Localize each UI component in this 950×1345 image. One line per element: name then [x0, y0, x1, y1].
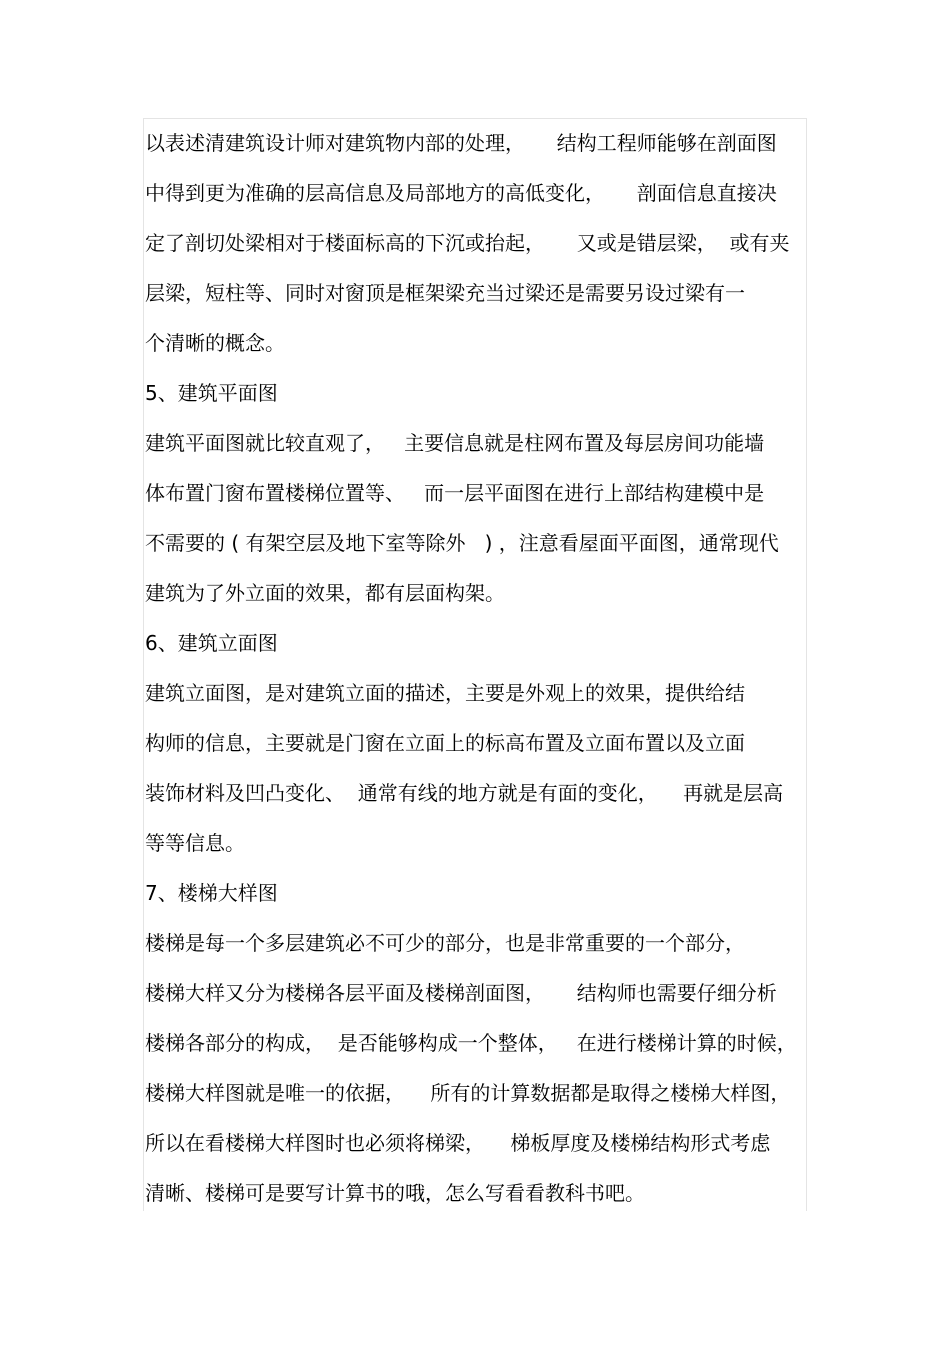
- text-line: 5、建筑平面图: [145, 381, 278, 405]
- text-line: 楼梯大样又分为楼梯各层平面及楼梯剖面图， 结构师也需要仔细分析: [145, 981, 777, 1005]
- text-line: 定了剖切处梁相对于楼面标高的下沉或抬起， 又或是错层梁， 或有夹: [145, 231, 790, 255]
- text-line: 清晰、楼梯可是要写计算书的哦，怎么写看看教科书吧。: [145, 1181, 645, 1205]
- text-line: 6、建筑立面图: [145, 631, 278, 655]
- text-line: 建筑平面图就比较直观了， 主要信息就是柱网布置及每层房间功能墙: [145, 431, 765, 455]
- text-line: 不需要的 ( 有架空层及地下室等除外 ) ，注意看屋面平面图，通常现代: [145, 531, 779, 555]
- document-body: [145, 118, 807, 1218]
- text-line: 装饰材料及凹凸变化、 通常有线的地方就是有面的变化， 再就是层高: [145, 781, 784, 805]
- text-line: 7、楼梯大样图: [145, 881, 278, 905]
- text-line: 楼梯是每一个多层建筑必不可少的部分，也是非常重要的一个部分，: [145, 931, 745, 955]
- text-line: 体布置门窗布置楼梯位置等、 而一层平面图在进行上部结构建模中是: [145, 481, 765, 505]
- text-line: 楼梯大样图就是唯一的依据， 所有的计算数据都是取得之楼梯大样图，: [145, 1081, 791, 1105]
- text-line: 中得到更为准确的层高信息及局部地方的高低变化， 剖面信息直接决: [145, 181, 777, 205]
- text-line: 建筑为了外立面的效果，都有层面构架。: [145, 581, 505, 605]
- text-line: 等等信息。: [145, 831, 245, 855]
- text-line: 层梁，短柱等、同时对窗顶是框架梁充当过梁还是需要另设过梁有一: [145, 281, 745, 305]
- text-line: 个清晰的概念。: [145, 331, 285, 355]
- text-line: 所以在看楼梯大样图时也必须将梯梁， 梯板厚度及楼梯结构形式考虑: [145, 1131, 771, 1155]
- text-line: 以表述清建筑设计师对建筑物内部的处理， 结构工程师能够在剖面图: [145, 131, 777, 155]
- text-line: 楼梯各部分的构成， 是否能够构成一个整体， 在进行楼梯计算的时候，: [145, 1031, 797, 1055]
- text-line: 构师的信息，主要就是门窗在立面上的标高布置及立面布置以及立面: [145, 731, 745, 755]
- text-line: 建筑立面图，是对建筑立面的描述，主要是外观上的效果，提供给结: [145, 681, 745, 705]
